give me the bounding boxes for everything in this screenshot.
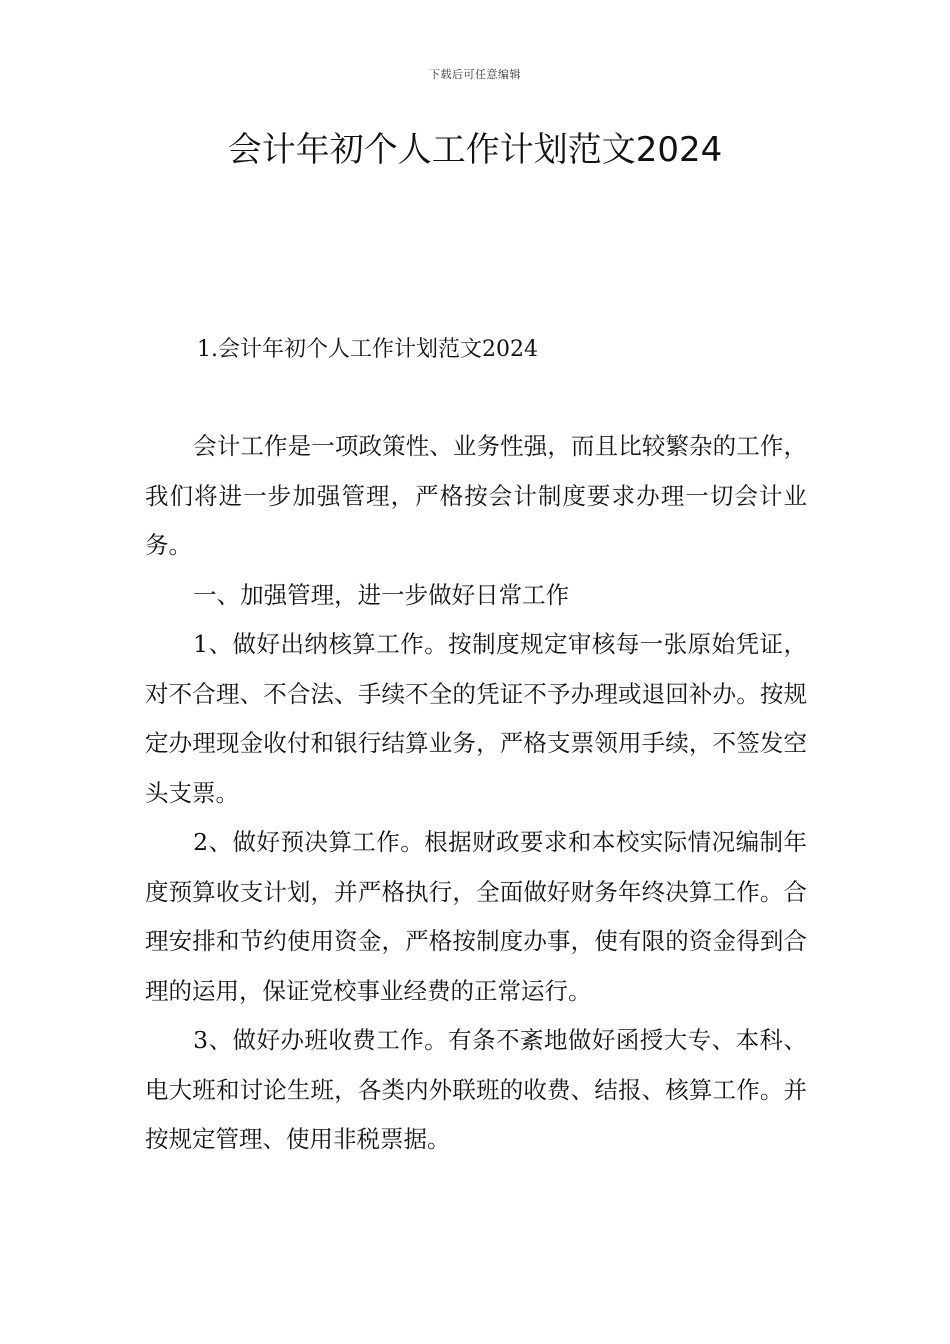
paragraph-item-1: 1、做好出纳核算工作。按制度规定审核每一张原始凭证，对不合理、不合法、手续不全的凭证不予办理或退回补办。按规定办理现金收付和银行结算业务，严格支票领用手续，不签发空头支票。 (145, 630, 807, 807)
paragraph-item-2: 2、做好预决算工作。根据财政要求和本校实际情况编制年度预算收支计划，并严格执行，全面做好财务年终决算工作。合理安排和节约使用资金，严格按制度办事，使有限的资金得到合理的运用，保证党校事业经费的正常运行。 (145, 828, 807, 1005)
paragraph-item-3: 3、做好办班收费工作。有条不紊地做好函授大专、本科、电大班和讨论生班，各类内外联班的收费、结报、核算工作。并按规定管理、使用非税票据。 (145, 1026, 807, 1153)
paragraph-heading-one: 一、加强管理，进一步做好日常工作 (193, 580, 570, 609)
header-note: 下载后可任意编辑 (429, 68, 521, 81)
document-body (145, 332, 807, 1165)
section-heading: 1.会计年初个人工作计划范文2024 (197, 337, 538, 362)
document-title: 会计年初个人工作计划范文2024 (227, 130, 723, 170)
paragraph-intro: 会计工作是一项政策性、业务性强，而且比较繁杂的工作，我们将进一步加强管理，严格按会计制度要求办理一切会计业务。 (145, 432, 807, 559)
